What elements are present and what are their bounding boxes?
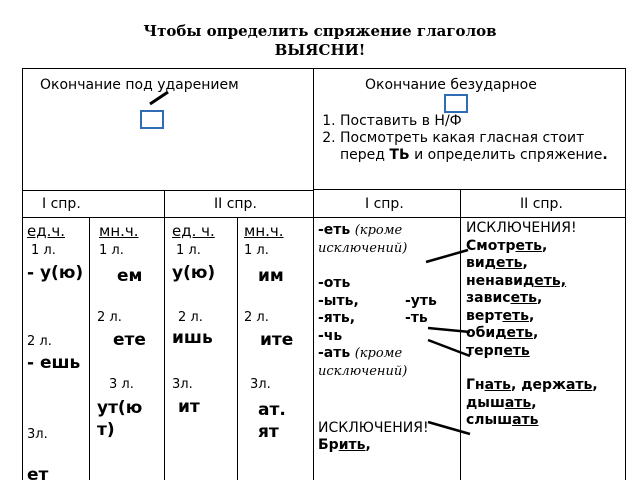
- exception-word: слышать: [466, 412, 539, 428]
- ending: ут(ю т): [97, 398, 143, 440]
- suffix-row: -ыть, -уть: [318, 292, 437, 309]
- ending: ет: [27, 465, 49, 485]
- exceptions-label: ИСКЛЮЧЕНИЯ!: [466, 220, 577, 236]
- person-label: 3л.: [250, 377, 271, 392]
- ending: - ешь: [27, 353, 81, 373]
- exception-word: вертеть,: [466, 307, 535, 324]
- suffix-row: -оть: [318, 275, 351, 291]
- exception-word: ненавидеть,: [466, 272, 567, 289]
- number-label: ед. ч.: [172, 222, 215, 240]
- ending: ем: [117, 266, 143, 286]
- ending: ишь: [172, 328, 213, 348]
- unstressed-steps: [322, 113, 612, 164]
- page-title: [60, 22, 580, 60]
- divider-stressed-unstressed: [313, 68, 314, 480]
- ending: ат. ят: [258, 400, 286, 442]
- number-label: мн.ч.: [244, 222, 284, 240]
- exception-word: дышать,: [466, 394, 537, 411]
- stressed-header: Окончание под ударением: [40, 77, 239, 93]
- table-right-border: [625, 68, 626, 480]
- pointer-mark-icon: [148, 90, 170, 106]
- row-divider-1: [22, 190, 314, 191]
- person-label: 3л.: [27, 427, 48, 442]
- suffix-row: -чь: [318, 327, 343, 344]
- exception-word: терпеть: [466, 342, 530, 359]
- divider-conj1-number: [89, 217, 90, 480]
- unstressed-header: Окончание безударное: [365, 77, 537, 93]
- exception-word: видеть,: [466, 255, 528, 271]
- suffix-row: -еть (кроме исключений): [318, 222, 408, 256]
- unstressed-conj2-exceptions: [466, 220, 624, 430]
- unstressed-conj1-label: I спр.: [365, 196, 404, 212]
- step-1: 1. Поставить в Н/Ф: [340, 113, 612, 130]
- ending: ите: [260, 330, 294, 350]
- person-label: 1 л.: [176, 243, 201, 258]
- exception-word: зависеть,: [466, 290, 543, 306]
- person-label: 2 л.: [97, 310, 122, 325]
- exception-word: Смотреть,: [466, 237, 548, 254]
- stressed-conj2-label: II спр.: [214, 196, 257, 212]
- person-label: 1 л.: [99, 243, 124, 258]
- person-label: 2 л.: [244, 310, 269, 325]
- table-top-border: [22, 68, 626, 69]
- person-label: 1 л.: [244, 243, 269, 258]
- stress-mark-box-icon: [140, 110, 164, 129]
- ending: ете: [113, 330, 146, 350]
- divider-conj1-conj2-stressed: [164, 190, 165, 480]
- person-label: 2 л.: [27, 334, 52, 349]
- ending: - у(ю): [27, 263, 84, 283]
- ending: им: [258, 266, 284, 286]
- stressed-conj1-label: I спр.: [42, 196, 81, 212]
- exception-word: Брить,: [318, 437, 371, 453]
- exception-arrows: [420, 240, 480, 445]
- row-divider-2: [22, 217, 626, 218]
- divider-conj2-number: [237, 217, 238, 480]
- exception-word: обидеть,: [466, 325, 539, 341]
- suffix-row: -ать (кроме исключений): [318, 345, 408, 379]
- suffix-row: -ять, -ть: [318, 310, 428, 326]
- ending: у(ю): [172, 263, 216, 283]
- ending: ит: [178, 397, 200, 417]
- number-label: мн.ч.: [99, 222, 139, 240]
- person-label: 1 л.: [31, 243, 56, 258]
- title-line-2: ВЫЯСНИ!: [274, 41, 366, 59]
- step-2: 2. Посмотреть какая гласная стоит перед ТЬ и определить спряжение.: [340, 130, 612, 164]
- exception-word: Гнать, держать,: [466, 377, 598, 393]
- exceptions-label: ИСКЛЮЧЕНИЯ!: [318, 420, 429, 436]
- person-label: 2 л.: [178, 310, 203, 325]
- number-label: ед.ч.: [27, 222, 65, 240]
- unstressed-conj2-label: II спр.: [520, 196, 563, 212]
- person-label: 3 л.: [109, 377, 134, 392]
- title-line-1: Чтобы определить спряжение глаголов: [143, 22, 497, 40]
- divider-unstressed-header: [313, 189, 626, 190]
- table-left-border: [22, 68, 23, 480]
- unstressed-mark-box-icon: [444, 94, 468, 113]
- person-label: 3л.: [172, 377, 193, 392]
